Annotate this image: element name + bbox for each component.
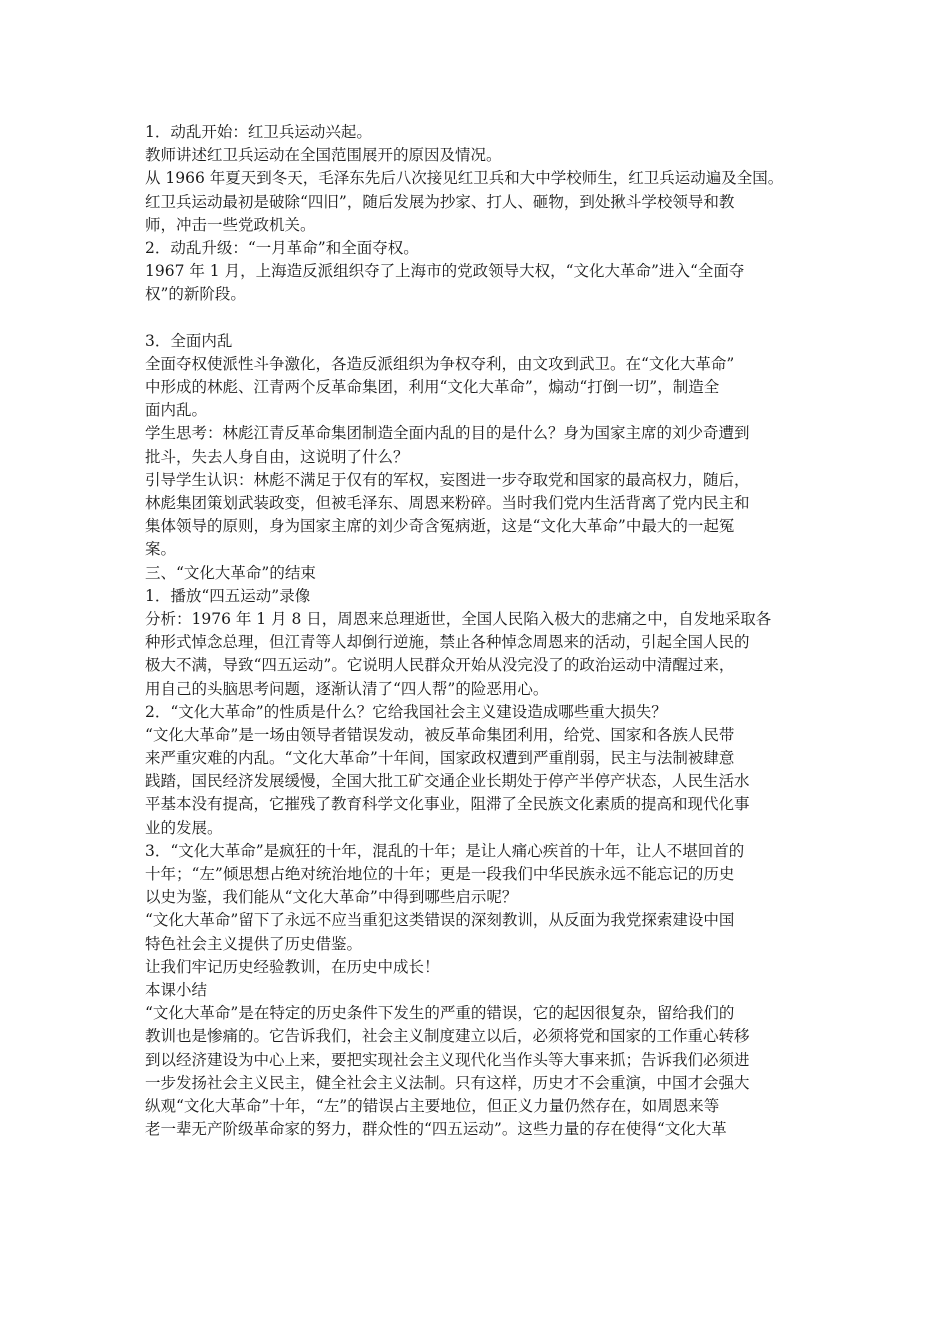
text-line: 用自己的头脑思考问题，逐渐认清了“四人帮”的险恶用心。 xyxy=(145,679,549,698)
text-line: 纵观“文化大革命”十年，“左”的错误占主要地位，但正义力量仍然存在，如周恩来等 xyxy=(145,1096,720,1115)
text-line: 十年；“左”倾思想占绝对统治地位的十年；更是一段我们中华民族永远不能忘记的历史 xyxy=(145,865,735,883)
text-line: 平基本没有提高，它摧残了教育科学文化事业，阻滞了全民族文化素质的提高和现代化事 xyxy=(145,795,750,814)
text-line: 2．“文化大革命”的性质是什么？它给我国社会主义建设造成哪些重大损失？ xyxy=(145,702,667,721)
text-line: 从 1966 年夏天到冬天，毛泽东先后八次接见红卫兵和大中学校师生，红卫兵运动遍及全国。 xyxy=(145,169,784,188)
text-line: 让我们牢记历史经验教训，在历史中成长！ xyxy=(145,957,440,976)
text-line: 1967 年 1 月，上海造反派组织夺了上海市的党政领导大权，“文化大革命”进入“全面夺 xyxy=(145,262,745,281)
text-line: 权”的新阶段。 xyxy=(145,285,246,304)
section-heading: 三、“文化大革命”的结束 xyxy=(145,563,316,582)
text-line: 中形成的林彪、江青两个反革命集团，利用“文化大革命”，煽动“打倒一切”，制造全 xyxy=(145,378,720,397)
text-line: 业的发展。 xyxy=(145,818,223,837)
blank-line xyxy=(145,307,815,330)
text-line: 2．动乱升级：“一月革命”和全面夺权。 xyxy=(145,238,419,257)
text-line: 特色社会主义提供了历史借鉴。 xyxy=(145,934,363,953)
text-line: 案。 xyxy=(145,540,177,559)
text-line: 面内乱。 xyxy=(145,401,208,420)
text-line: 老一辈无产阶级革命家的努力，群众性的“四五运动”。这些力量的存在使得“文化大革 xyxy=(145,1120,727,1139)
text-line: 践踏，国民经济发展缓慢，全国大批工矿交通企业长期处于停产半停产状态，人民生活水 xyxy=(145,772,750,791)
text-line: 引导学生认识：林彪不满足于仅有的军权，妄图进一步夺取党和国家的最高权力，随后， xyxy=(145,470,750,489)
text-line: 本课小结 xyxy=(145,980,208,999)
text-line: 分析：1976 年 1 月 8 日，周恩来总理逝世，全国人民陷入极大的悲痛之中，自发地采取各 xyxy=(145,609,772,628)
text-line: 到以经济建设为中心上来，要把实现社会主义现代化当作头等大事来抓；告诉我们必须进 xyxy=(145,1050,750,1069)
document-body xyxy=(145,121,815,1164)
text-line: 集体领导的原则，身为国家主席的刘少奇含冤病逝，这是“文化大革命”中最大的一起冤 xyxy=(145,517,735,536)
text-line: 红卫兵运动最初是破除“四旧”，随后发展为抄家、打人、砸物，到处揪斗学校领导和教 xyxy=(145,192,735,211)
text-line: 1．动乱开始：红卫兵运动兴起。 xyxy=(145,123,372,141)
text-line: “文化大革命”是一场由领导者错误发动，被反革命集团利用，给党、国家和各族人民带 xyxy=(145,725,735,744)
text-line: 师，冲击一些党政机关。 xyxy=(145,215,316,234)
text-line: 以史为鉴，我们能从“文化大革命”中得到哪些启示呢？ xyxy=(145,888,518,907)
text-line: 教师讲述红卫兵运动在全国范围展开的原因及情况。 xyxy=(145,146,502,165)
text-line: 全面夺权使派性斗争激化，各造反派组织为争权夺利，由文攻到武卫。在“文化大革命” xyxy=(145,354,735,373)
subheading: “文化大革命”是在特定的历史条件下发生的严重的错误，它的起因很复杂，留给我们的 xyxy=(145,1004,735,1023)
text-line: 种形式悼念总理，但江青等人却倒行逆施，禁止各种悼念周恩来的活动，引起全国人民的 xyxy=(145,633,750,652)
text-line: 3．全面内乱 xyxy=(145,331,233,350)
text-line: 1．播放“四五运动”录像 xyxy=(145,586,311,605)
text-line: 教训也是惨痛的。它告诉我们，社会主义制度建立以后，必须将党和国家的工作重心转移 xyxy=(145,1027,750,1046)
text-line: 批斗，失去人身自由，这说明了什么？ xyxy=(145,447,409,466)
text-line: 一步发扬社会主义民主，健全社会主义法制。只有这样，历史才不会重演，中国才会强大 xyxy=(145,1073,750,1092)
text-line: 来严重灾难的内乱。“文化大革命”十年间，国家政权遭到严重削弱，民主与法制被肆意 xyxy=(145,749,735,768)
text-line: 极大不满，导致“四五运动”。它说明人民群众开始从没完没了的政治运动中清醒过来， xyxy=(145,656,735,675)
text-line: 3．“文化大革命”是疯狂的十年，混乱的十年；是让人痛心疾首的十年，让人不堪回首的 xyxy=(145,841,745,860)
text-line xyxy=(145,1141,815,1164)
text-line: “文化大革命”留下了永远不应当重犯这类错误的深刻教训，从反面为我党探索建设中国 xyxy=(145,911,735,930)
text-line: 学生思考：林彪江青反革命集团制造全面内乱的目的是什么？身为国家主席的刘少奇遭到 xyxy=(145,424,750,443)
text-line: 林彪集团策划武装政变，但被毛泽东、周恩来粉碎。当时我们党内生活背离了党内民主和 xyxy=(145,494,750,512)
